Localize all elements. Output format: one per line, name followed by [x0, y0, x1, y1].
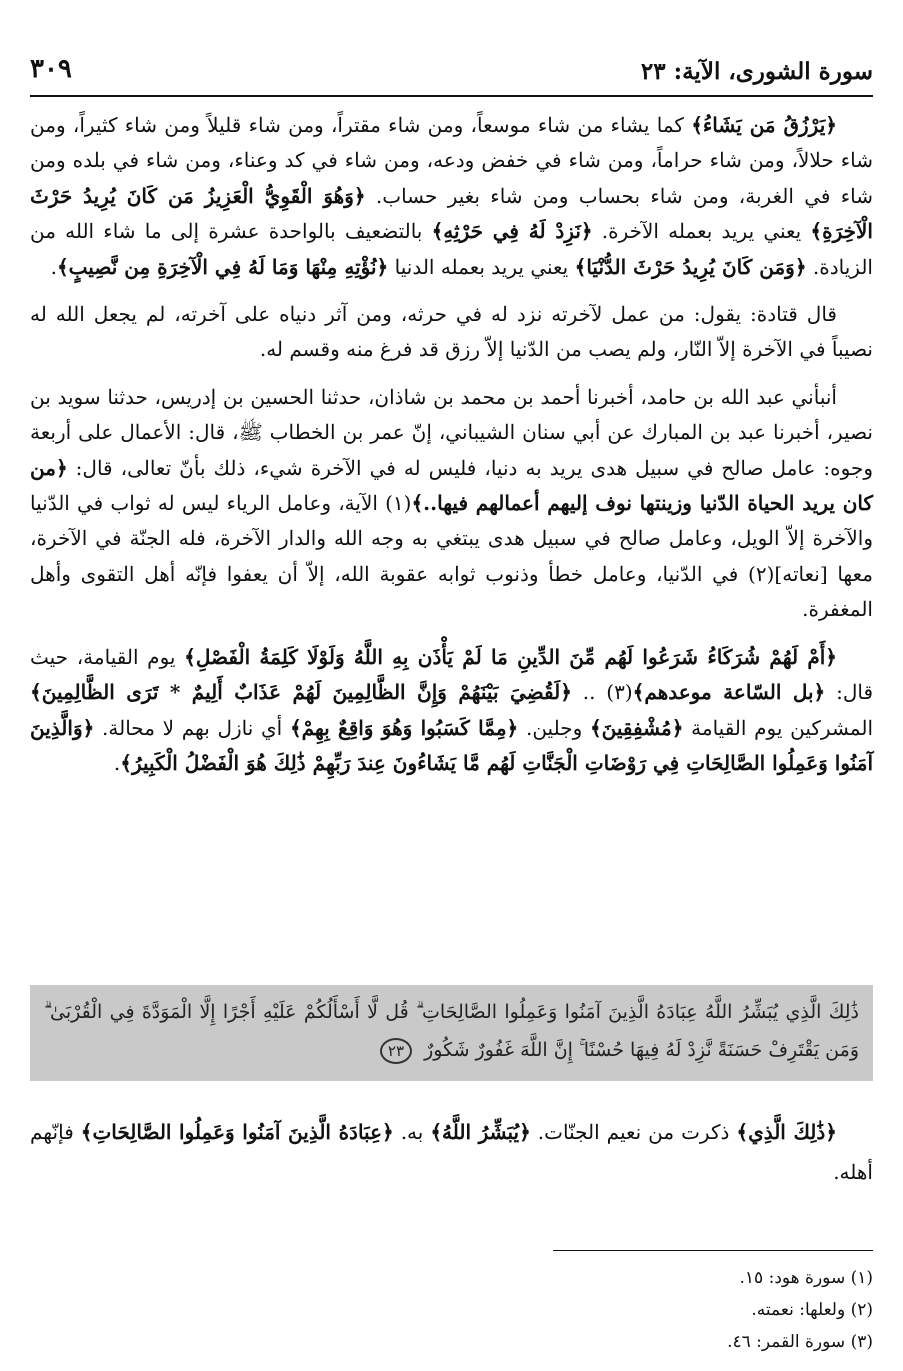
page-header [30, 50, 873, 92]
commentary-text: بالتضعيف بالواحدة عشرة إلى ما شاء الله من الزيادة. [30, 219, 873, 279]
quran-quote: ﴿وَهُوَ الْقَوِيُّ الْعَزِيزُ مَن كَانَ يُرِيدُ حَرْثَ الْآخِرَةِ﴾ [30, 183, 873, 244]
quran-quote: ﴿مِمَّا كَسَبُوا وَهُوَ وَاقِعٌ بِهِمْ﴾ [289, 715, 519, 740]
commentary-text: يعني يريد بعمله الآخرة. [592, 219, 811, 244]
commentary-text: أي نازل بهم لا محالة. [94, 715, 290, 740]
highlighted-verse-box [30, 985, 873, 1081]
main-text [30, 108, 873, 793]
quran-quote: ﴿لَقُضِيَ بَيْنَهُمْ وَإِنَّ الظَّالِمِينَ لَهُمْ عَذَابٌ أَلِيمٌ * تَرَى الظَّالِمِينَ﴾ [30, 680, 572, 705]
quran-quote: ﴿يَرْزُقُ مَن يَشَاءُ﴾ [691, 113, 837, 137]
quran-quote: ﴿وَمَن كَانَ يُرِيدُ حَرْثَ الدُّنْيَا﴾ [574, 254, 807, 279]
footnote-1: (١) سورة هود: ١٥. [739, 1268, 873, 1288]
page-number: ٣٠٩ [30, 54, 72, 84]
commentary-text: (١) الآية، وعامل الرياء ليس له ثواب في الدّنيا والآخرة إلاّ الويل، وعامل صالح في سبيل هدى يبتغي به وجه الله والدار الآخرة، فله الجنّة في الآخرة، معها [نعاته](٢) في الدّنيا، وعامل خطأ وذنوب ثوابه عقوبة الله، إلاّ أن يعفوا فإنّه أهل التقوى وأهل المغفرة. [30, 491, 873, 622]
footnotes [30, 1262, 873, 1358]
quran-quote: ﴿أَمْ لَهُمْ شُرَكَاءُ شَرَعُوا لَهُم مِّنَ الدِّينِ مَا لَمْ يَأْذَن بِهِ اللَّهُ وَلَوْلَا كَلِمَةُ الْفَصْلِ﴾ [184, 644, 837, 669]
commentary-text: فإنّهم أهله. [30, 1120, 873, 1184]
quran-quote: ﴿من كان يريد الحياة الدّنيا وزينتها نوف إليهم أعمالهم فيها..﴾ [30, 455, 873, 516]
header-divider [30, 95, 873, 97]
paragraph-1 [30, 108, 873, 285]
commentary-text: . [113, 750, 121, 775]
commentary-text: (٣) .. [571, 680, 633, 705]
paragraph-4 [30, 640, 873, 782]
commentary-text: به. [393, 1120, 431, 1144]
verse-commentary [30, 1112, 873, 1192]
commentary-text: . [50, 254, 57, 279]
footnote-2: (٢) ولعلها: نعمته. [751, 1300, 873, 1320]
paragraph-5 [30, 1112, 873, 1192]
quran-quote: ﴿بل السّاعة موعدهم﴾ [632, 680, 826, 705]
paragraph-3 [30, 380, 873, 628]
running-title: سورة الشورى، الآية: ٢٣ [640, 58, 873, 85]
quran-quote: ﴿عِبَادَهُ الَّذِينَ آمَنُوا وَعَمِلُوا الصَّالِحَاتِ﴾ [80, 1120, 394, 1144]
quran-quote: ﴿يُبَشِّرُ اللَّهُ﴾ [430, 1120, 531, 1144]
quran-quote: ﴿نُؤْتِهِ مِنْهَا وَمَا لَهُ فِي الْآخِرَةِ مِن نَّصِيبٍ﴾ [56, 254, 389, 279]
commentary-text: المشركين يوم القيامة [683, 715, 873, 740]
commentary-text: ذكرت من نعيم الجنّات. [530, 1120, 737, 1144]
commentary-text: وجلين. [518, 715, 590, 740]
paragraph-2: قال قتادة: يقول: من عمل لآخرته نزد له في حرثه، ومن آثر دنياه على آخرته، لم يجعل الله له نصيباً في الآخرة إلاّ النّار، ولم يصب من الدّنيا إلاّ رزق قد فرغ منه وقسم له. [30, 302, 873, 362]
verse-text: ذَٰلِكَ الَّذِي يُبَشِّرُ اللَّهُ عِبَادَهُ الَّذِينَ آمَنُوا وَعَمِلُوا الصَّالِحَاتِ ۗ قُل لَّا أَسْأَلُكُمْ عَلَيْهِ أَجْرًا إِلَّا الْمَوَدَّةَ فِي الْقُرْبَىٰ ۗ وَمَن يَقْتَرِفْ حَسَنَةً نَّزِدْ لَهُ فِيهَا حُسْنًا ۚ إِنَّ اللَّهَ غَفُورٌ شَكُورٌ [44, 1001, 859, 1061]
footnote-3: (٣) سورة القمر: ٤٦. [727, 1332, 873, 1352]
quran-quote: ﴿مُشْفِقِينَ﴾ [589, 715, 684, 740]
commentary-text: أنبأني عبد الله بن حامد، أخبرنا أحمد بن محمد بن شاذان، حدثنا الحسين بن إدريس، حدثنا سويد بن نصير، أخبرنا عبد بن المبارك عن أبي سنان الشيباني، إنّ عمر بن الخطاب ﷺ، قال: الأعمال على أربعة وجوه: عامل صالح في سبيل هدى يريد به دنيا، فليس له في الآخرة شيء، ذلك بأنّ تعالى، قال: [30, 384, 873, 480]
quran-quote: ﴿وَالَّذِينَ آمَنُوا وَعَمِلُوا الصَّالِحَاتِ فِي رَوْضَاتِ الْجَنَّاتِ لَهُم مَّا يَشَاءُونَ عِندَ رَبِّهِمْ ذَٰلِكَ هُوَ الْفَضْلُ الْكَبِيرُ﴾ [30, 715, 873, 775]
verse-number-marker: ٢٣ [380, 1038, 412, 1064]
quran-quote: ﴿نَزِدْ لَهُ فِي حَرْثِهِ﴾ [431, 219, 593, 244]
commentary-text: يوم القيامة، حيث قال: [30, 644, 874, 705]
commentary-text: يعني يريد بعمله الدنيا [388, 254, 575, 279]
commentary-text: كما يشاء من شاء موسعاً، ومن شاء مقتراً، ومن شاء قليلاً ومن شاء كثيراً، ومن شاء حلالاً، ومن شاء حراماً، ومن شاء في خفض ودعه، ومن شاء في كد وعناء، ومن شاء في بلده ومن شاء في الغربة، ومن شاء بحساب ومن شاء بغير حساب. [30, 113, 873, 208]
footnote-divider [553, 1250, 873, 1251]
quran-quote: ﴿ذَٰلِكَ الَّذِي﴾ [736, 1120, 838, 1144]
